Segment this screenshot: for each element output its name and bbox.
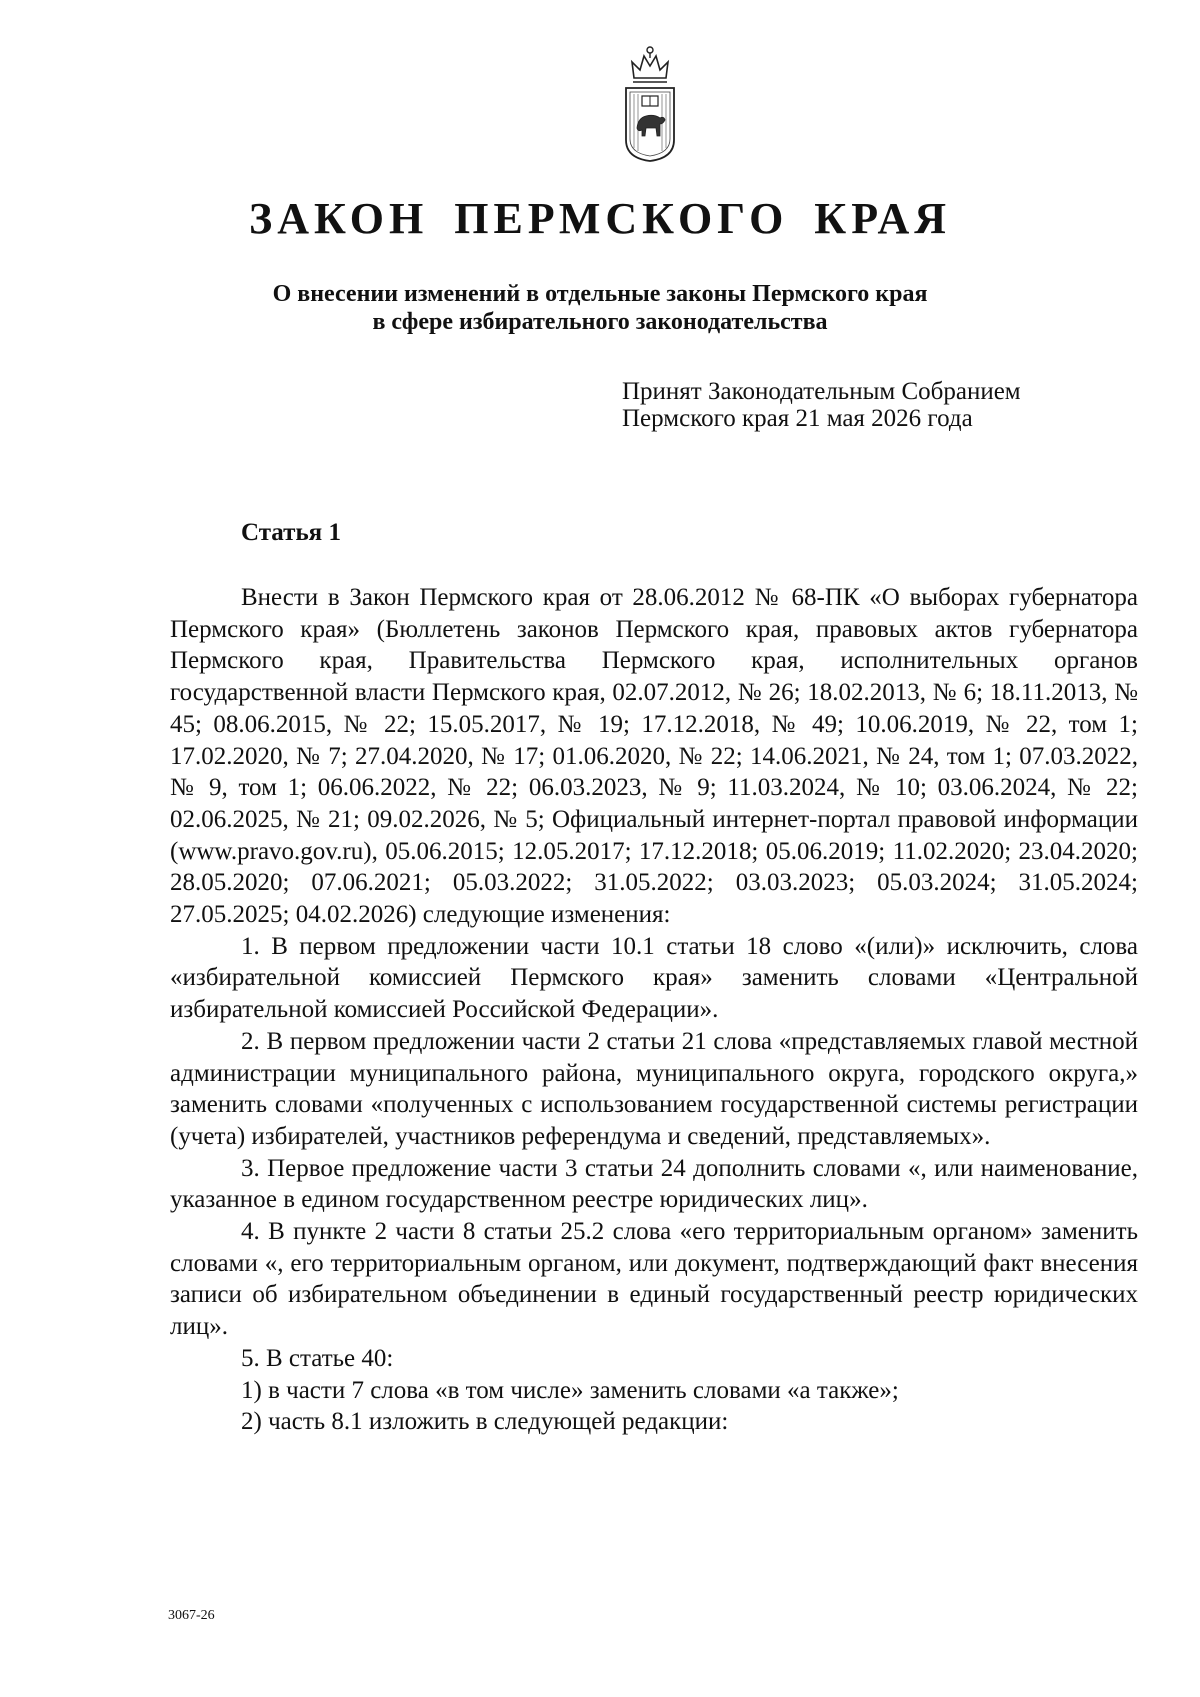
article-heading: Статья 1 — [241, 519, 341, 546]
subtitle-line-2: в сфере избирательного законодательства — [372, 309, 828, 335]
paragraph-item-5: 5. В статье 40: — [241, 1344, 394, 1372]
paragraph-item-1: 1. В первом предложении части 10.1 статьи 18 слово «(или)» исключить, слова «избирательной комиссией Пермского края» заменить словами «Центральной избирательной комиссией Российской Федерации». — [170, 932, 1138, 1024]
law-title: ЗАКОН ПЕРМСКОГО КРАЯ — [248, 194, 952, 243]
article-body — [170, 582, 1138, 1438]
paragraph-item-2: 2. В первом предложении части 2 статьи 21 слова «представляемых главой местной администрации муниципального района, муниципального округа, городского округа,» заменить словами «полученных с использованием государственной системы регистрации (учета) избирателей, участников референдума и сведений, представляемых». — [170, 1027, 1138, 1150]
document-code: 3067-26 — [168, 1608, 215, 1623]
paragraph-item-3: 3. Первое предложение части 3 статьи 24 дополнить словами «, или наименование, указанное в едином государственном реестре юридических лиц». — [170, 1154, 1138, 1214]
adoption-line-2: Пермского края 21 мая 2026 года — [622, 405, 973, 432]
coat-of-arms-icon — [620, 44, 680, 162]
paragraph-intro: Внести в Закон Пермского края от 28.06.2012 № 68-ПК «О выборах губернатора Пермского края» (Бюллетень законов Пермского края, правовых актов губернатора Пермского края, Правительства Пермского края, исполнительных органов государственной власти Пермского края, 02.07.2012, № 26; 18.02.2013, № 6; 18.11.2013, № 45; 08.06.2015, № 22; 15.05.2017, № 19; 17.12.2018, № 49; 10.06.2019, № 22, том 1; 17.02.2020, № 7; 27.04.2020, № 17; 01.06.2020, № 22; 14.06.2021, № 24, том 1; 07.03.2022, № 9, том 1; 06.06.2022, № 22; 06.03.2023, № 9; 11.03.2024, № 10; 03.06.2024, № 22; 02.06.2025, № 21; 09.02.2026, № 5; Официальный интернет-портал правовой информации (www.pravo.gov.ru), 05.06.2015; 12.05.2017; 17.12.2018; 05.06.2019; 11.02.2020; 23.04.2020; 28.05.2020; 07.06.2021; 05.03.2022; 31.05.2022; 03.03.2023; 05.03.2024; 31.05.2024; 27.05.2025; 04.02.2026) следующие изменения: — [170, 584, 1138, 929]
paragraph-subitem-1: 1) в части 7 слова «в том числе» заменить словами «а также»; — [241, 1376, 899, 1404]
paragraph-subitem-2: 2) часть 8.1 изложить в следующей редакции: — [241, 1408, 729, 1436]
adoption-note — [622, 378, 1021, 432]
adoption-line-1: Принят Законодательным Собранием — [622, 378, 1021, 405]
law-subtitle — [0, 280, 1200, 336]
subtitle-line-1: О внесении изменений в отдельные законы Пермского края — [272, 281, 928, 307]
paragraph-item-4: 4. В пункте 2 части 8 статьи 25.2 слова «его территориальным органом» заменить словами «, его территориальным органом, или документ, подтверждающий факт внесения записи об избирательном объединении в единый государственный реестр юридических лиц». — [170, 1218, 1138, 1341]
